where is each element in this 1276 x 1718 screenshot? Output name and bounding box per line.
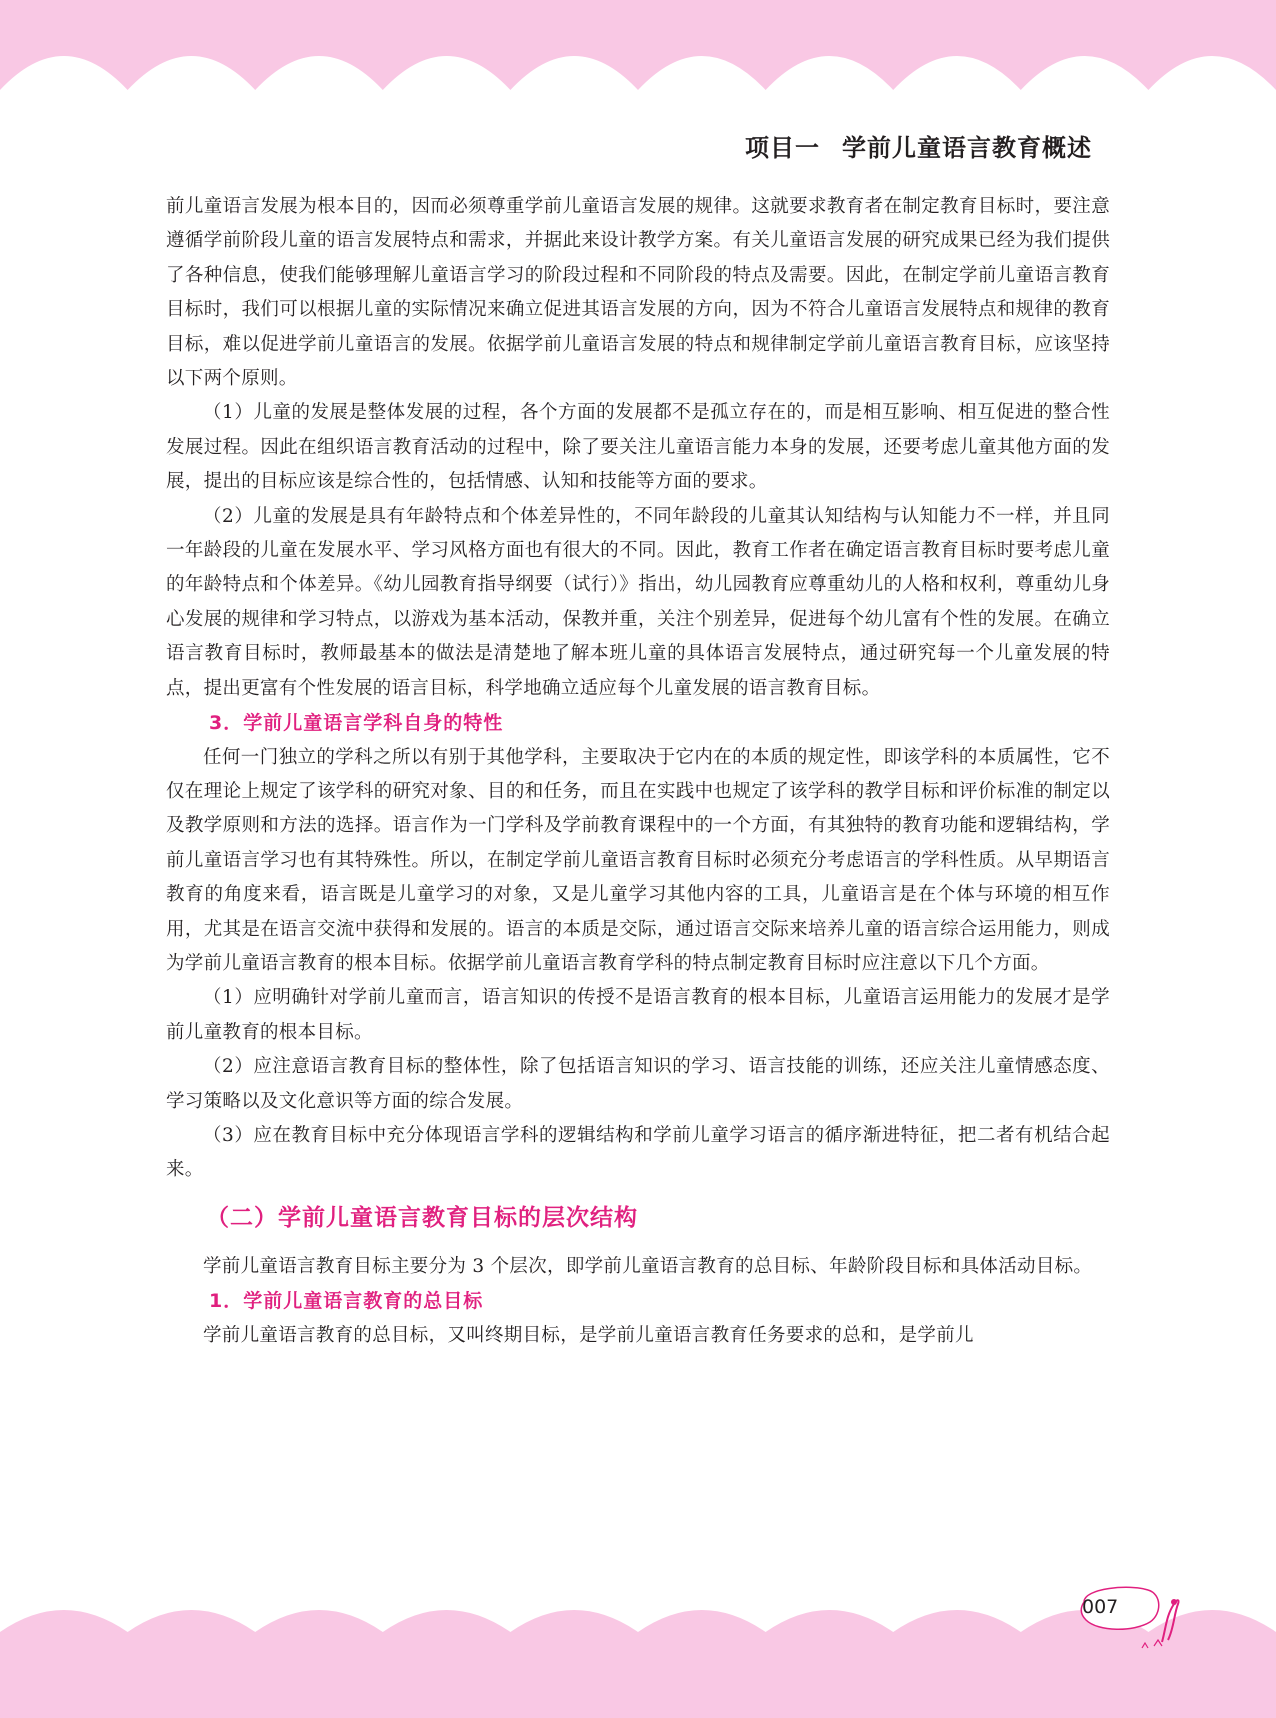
page-body xyxy=(166,190,1110,1353)
paragraph-principle-2: （2）儿童的发展是具有年龄特点和个体差异性的，不同年龄段的儿童其认知结构与认知能力不一样，并且同一年龄段的儿童在发展水平、学习风格方面也有很大的不同。因此，教育工作者在确定语言教育目标时要考虑儿童的年龄特点和个体差异。《幼儿园教育指导纲要（试行）》指出，幼儿园教育应尊重幼儿的人格和权利，尊重幼儿身心发展的规律和学习特点，以游戏为基本活动，保教并重，关注个别差异，促进每个幼儿富有个性的发展。在确立语言教育目标时，教师最基本的做法是清楚地了解本班儿童的具体语言发展特点，通过研究每一个儿童发展的特点，提出更富有个性发展的语言目标，科学地确立适应每个儿童发展的语言教育目标。 xyxy=(166,505,1110,699)
paragraph-subject: 任何一门独立的学科之所以有别于其他学科，主要取决于它内在的本质的规定性，即该学科的本质属性，它不仅在理论上规定了该学科的研究对象、目的和任务，而且在实践中也规定了该学科的教学目标和评价标准的制定以及教学原则和方法的选择。语言作为一门学科及学前教育课程中的一个方面，有其独特的教育功能和逻辑结构，学前儿童语言学习也有其特殊性。所以，在制定学前儿童语言教育目标时必须充分考虑语言的学科性质。从早期语言教育的角度来看，语言既是儿童学习的对象，又是儿童学习其他内容的工具，儿童语言是在个体与环境的相互作用，尤其是在语言交流中获得和发展的。语言的本质是交际，通过语言交际来培养儿童的语言综合运用能力，则成为学前儿童语言教育的根本目标。依据学前儿童语言教育学科的特点制定教育目标时应注意以下几个方面。 xyxy=(166,746,1110,974)
paragraph-point-3: （3）应在教育目标中充分体现语言学科的逻辑结构和学前儿童学习语言的循序渐进特征，把二者有机结合起来。 xyxy=(166,1124,1110,1181)
paragraph-overall-goal: 学前儿童语言教育的总目标，又叫终期目标，是学前儿童语言教育任务要求的总和，是学前儿 xyxy=(203,1324,974,1346)
page-number: 007 xyxy=(1082,1596,1119,1618)
running-head-chapter-title: 学前儿童语言教育概述 xyxy=(842,134,1092,162)
paragraph-principle-1: （1）儿童的发展是整体发展的过程，各个方面的发展都不是孤立存在的，而是相互影响、相互促进的整合性发展过程。因此在组织语言教育活动的过程中，除了要关注儿童语言能力本身的发展，还要考虑儿童其他方面的发展，提出的目标应该是综合性的，包括情感、认知和技能等方面的要求。 xyxy=(166,402,1110,493)
subheading-subject-characteristics: 3．学前儿童语言学科自身的特性 xyxy=(209,712,504,735)
section-heading-level-structure: （二）学前儿童语言教育目标的层次结构 xyxy=(206,1204,638,1231)
running-head-project: 项目一 xyxy=(745,134,820,162)
subheading-overall-goal: 1．学前儿童语言教育的总目标 xyxy=(209,1290,484,1313)
running-head xyxy=(745,128,1092,163)
top-scallop-band xyxy=(0,0,1276,110)
paragraph-point-1: （1）应明确针对学前儿童而言，语言知识的传授不是语言教育的根本目标，儿童语言运用能力的发展才是学前儿童教育的根本目标。 xyxy=(166,987,1110,1043)
paragraph-point-2: （2）应注意语言教育目标的整体性，除了包括语言知识的学习、语言技能的训练，还应关注儿童情感态度、学习策略以及文化意识等方面的综合发展。 xyxy=(166,1056,1110,1112)
paragraph-intro: 前儿童语言发展为根本目的，因而必须尊重学前儿童语言发展的规律。这就要求教育者在制定教育目标时，要注意遵循学前阶段儿童的语言发展特点和需求，并据此来设计教学方案。有关儿童语言发展的研究成果已经为我们提供了各种信息，使我们能够理解儿童语言学习的阶段过程和不同阶段的特点及需要。因此，在制定学前儿童语言教育目标时，我们可以根据儿童的实际情况来确立促进其语言发展的方向，因为不符合儿童语言发展特点和规律的教育目标，难以促进学前儿童语言的发展。依据学前儿童语言发展的特点和规律制定学前儿童语言教育目标，应该坚持以下两个原则。 xyxy=(166,196,1110,390)
paragraph-levels: 学前儿童语言教育目标主要分为 3 个层次，即学前儿童语言教育的总目标、年龄阶段目标和具体活动目标。 xyxy=(203,1255,1093,1277)
